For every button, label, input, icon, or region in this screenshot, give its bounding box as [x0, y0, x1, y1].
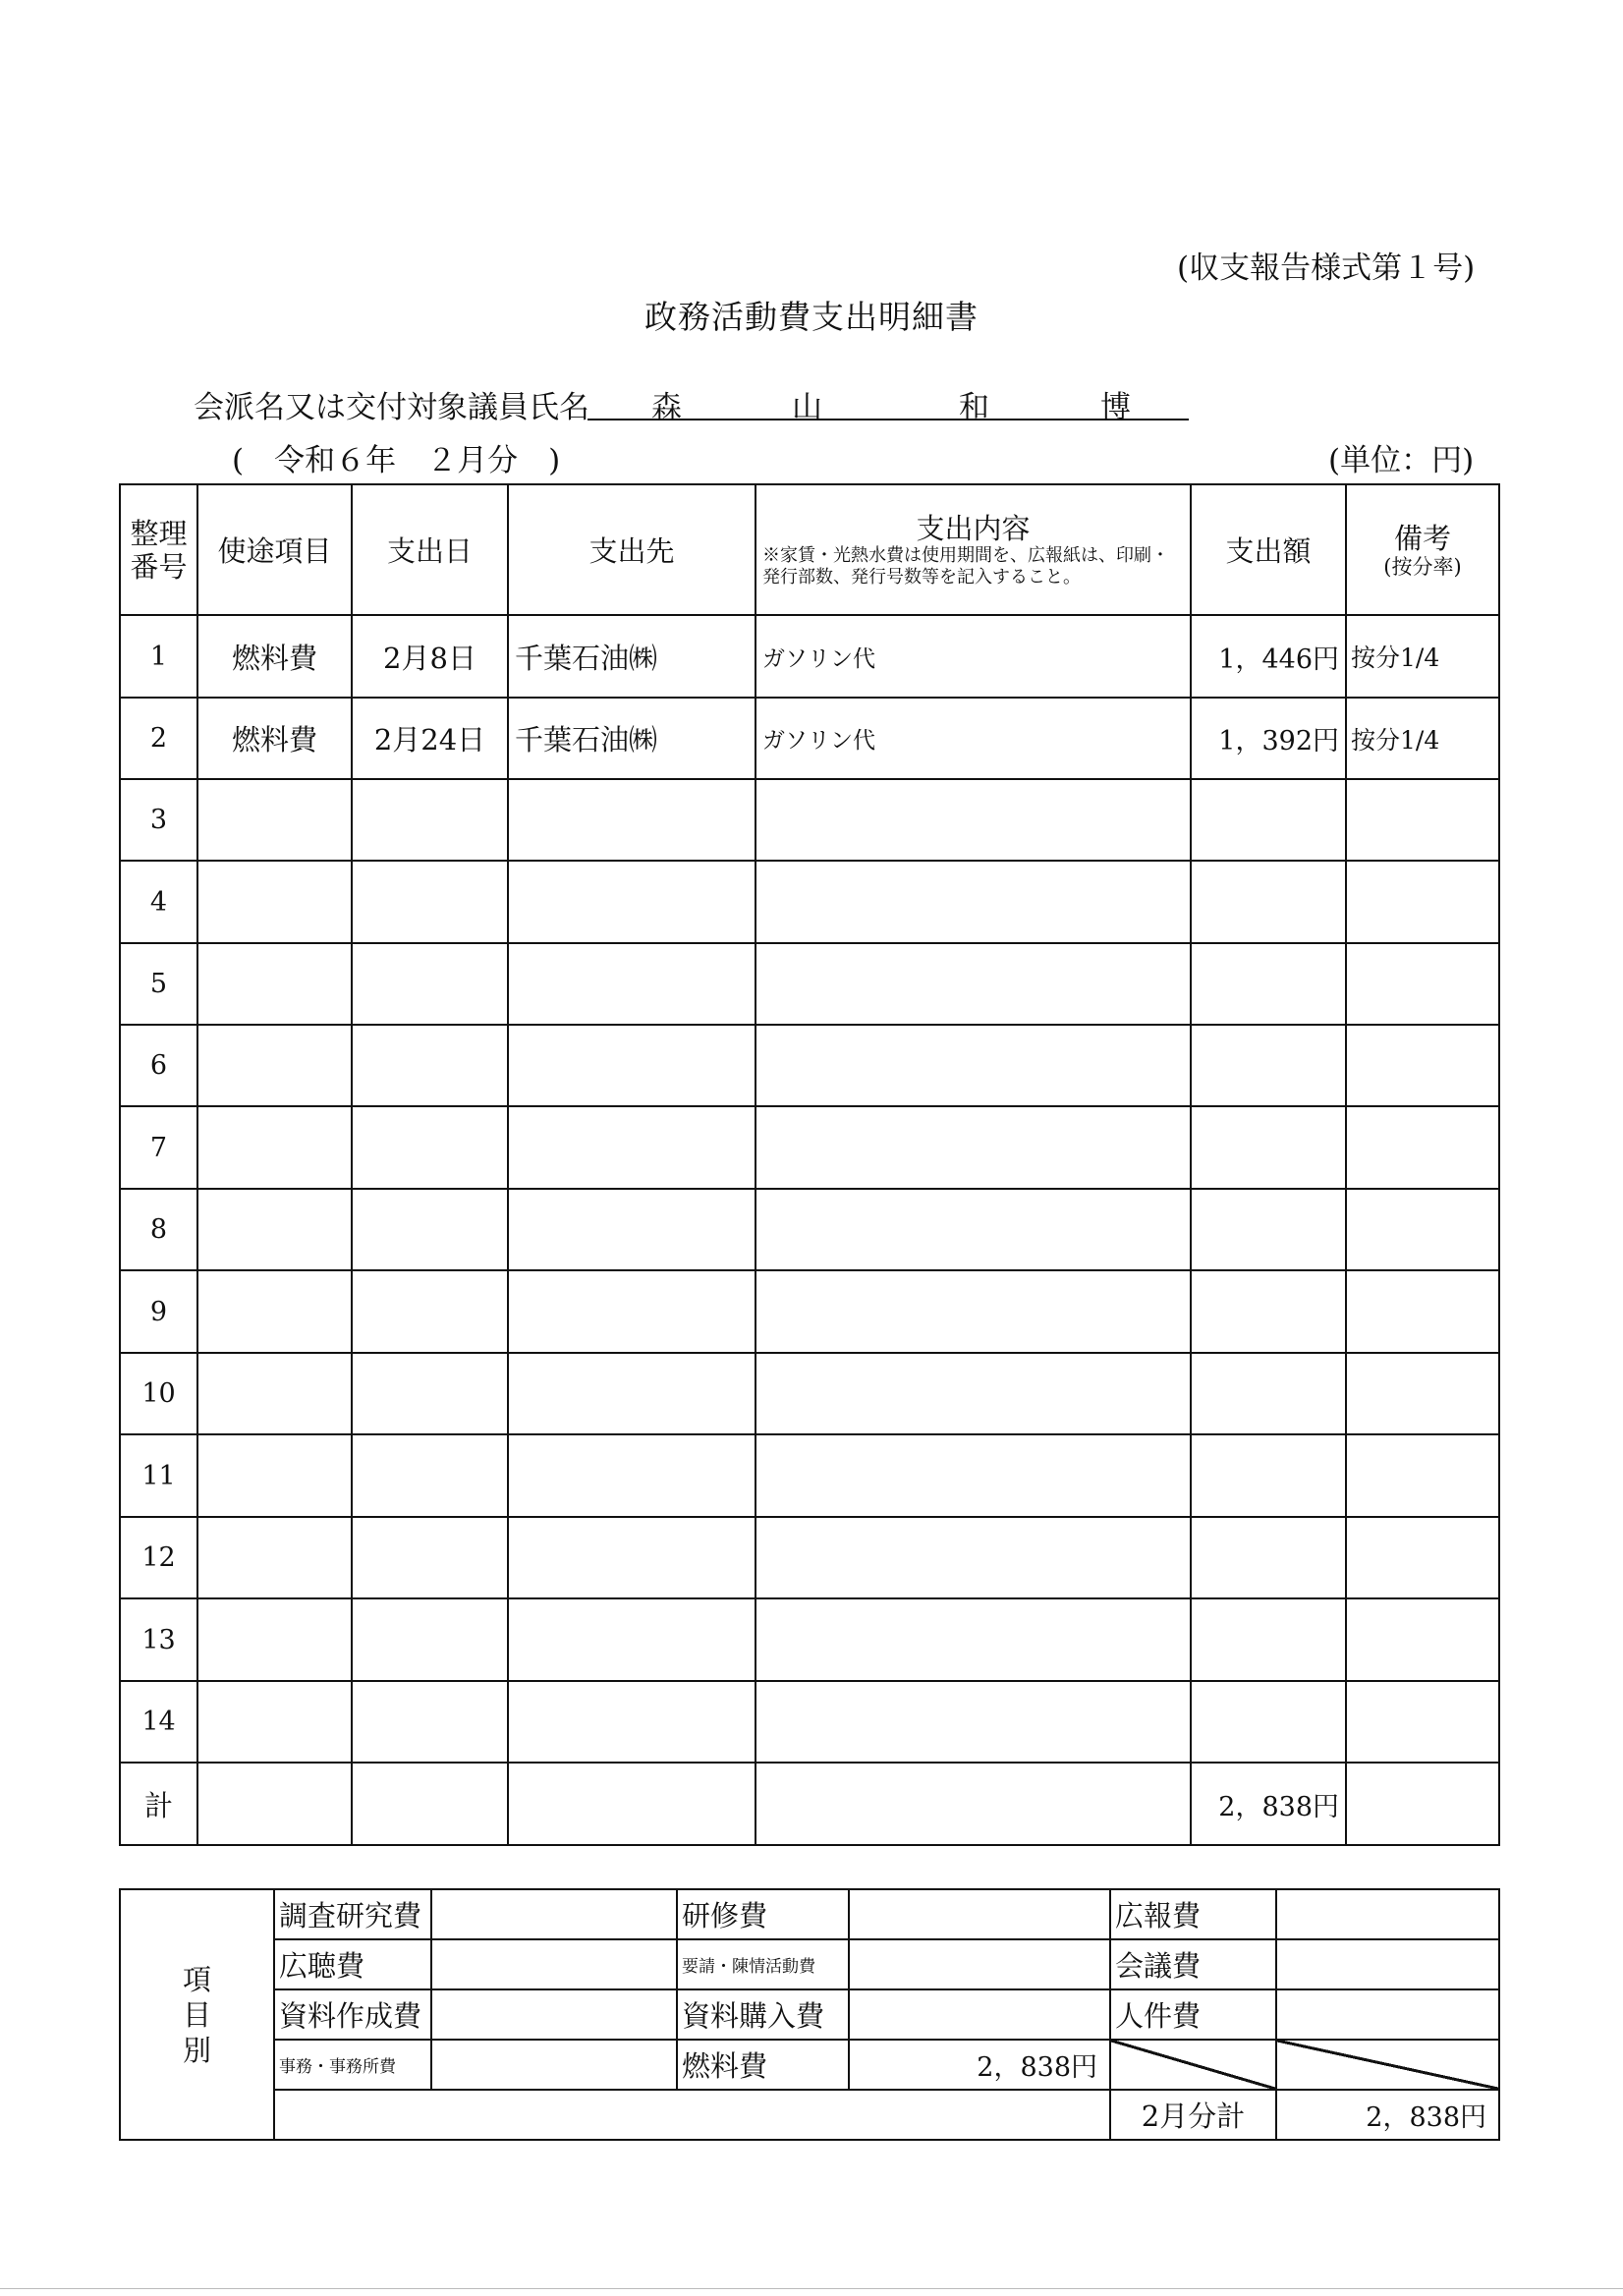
report-period: ( 令和６年 ２月分 ) — [232, 443, 561, 478]
row-remark — [1346, 1270, 1499, 1353]
diagonal-strike-cell — [1276, 2040, 1499, 2090]
table-row — [120, 1681, 1499, 1763]
row-date — [352, 1353, 508, 1434]
table-row — [120, 861, 1499, 943]
row-date — [352, 1681, 508, 1763]
category-office-value — [431, 2040, 677, 2090]
row-content — [756, 1434, 1191, 1517]
row-content — [756, 1598, 1191, 1681]
row-remark: 按分1/4 — [1346, 698, 1499, 779]
row-payee — [508, 1434, 756, 1517]
row-number: 12 — [120, 1517, 197, 1598]
row-number: 13 — [120, 1598, 197, 1681]
category-petition-label: 要請・陳情活動費 — [677, 1939, 849, 1989]
row-date — [352, 1270, 508, 1353]
row-payee — [508, 861, 756, 943]
row-number: 14 — [120, 1681, 197, 1763]
row-content — [756, 1517, 1191, 1598]
row-payee: 千葉石油㈱ — [508, 615, 756, 698]
total-empty — [1346, 1763, 1499, 1845]
row-amount — [1191, 1517, 1346, 1598]
row-date — [352, 943, 508, 1025]
row-remark — [1346, 861, 1499, 943]
category-heading — [120, 1889, 274, 2140]
row-remark — [1346, 1434, 1499, 1517]
unit-label: (単位：円) — [1328, 443, 1475, 478]
row-amount — [1191, 1434, 1346, 1517]
member-name-char: 山 — [792, 390, 822, 425]
row-amount: 1，446円 — [1191, 615, 1346, 698]
row-date — [352, 1434, 508, 1517]
row-payee — [508, 1270, 756, 1353]
row-payee — [508, 943, 756, 1025]
header-number-line1: 整理 — [130, 516, 188, 550]
header-content — [756, 484, 1191, 615]
row-remark — [1346, 1025, 1499, 1106]
category-petition-value — [849, 1939, 1110, 1989]
member-name-char: 森 — [651, 390, 682, 425]
row-payee: 千葉石油㈱ — [508, 698, 756, 779]
row-number: 1 — [120, 615, 197, 698]
table-row — [120, 779, 1499, 861]
row-number: 2 — [120, 698, 197, 779]
row-date — [352, 1106, 508, 1189]
monthly-total-label: 2月分計 — [1110, 2090, 1276, 2140]
row-payee — [508, 1025, 756, 1106]
table-row — [120, 1106, 1499, 1189]
table-row — [120, 615, 1499, 698]
row-purpose — [197, 1517, 352, 1598]
total-label: 計 — [120, 1763, 197, 1845]
category-research-label: 調査研究費 — [274, 1889, 431, 1939]
row-amount — [1191, 861, 1346, 943]
row-number: 7 — [120, 1106, 197, 1189]
category-fuel-value: 2，838円 — [849, 2040, 1110, 2090]
row-number: 5 — [120, 943, 197, 1025]
header-amount: 支出額 — [1191, 484, 1346, 615]
row-payee — [508, 779, 756, 861]
row-payee — [508, 1598, 756, 1681]
table-row — [120, 943, 1499, 1025]
category-meeting-label: 会議費 — [1110, 1939, 1276, 1989]
category-research-value — [431, 1889, 677, 1939]
total-empty — [352, 1763, 508, 1845]
row-payee — [508, 1106, 756, 1189]
category-breakdown-table — [119, 1888, 1500, 2141]
category-personnel-label: 人件費 — [1110, 1989, 1276, 2040]
row-content: ガソリン代 — [756, 698, 1191, 779]
category-training-value — [849, 1889, 1110, 1939]
row-amount — [1191, 1270, 1346, 1353]
form-number: (収支報告様式第１号) — [1177, 251, 1476, 286]
row-purpose — [197, 861, 352, 943]
table-row — [120, 1270, 1499, 1353]
category-office-label: 事務・事務所費 — [274, 2040, 431, 2090]
row-remark — [1346, 1681, 1499, 1763]
category-materials-purchase-label: 資料購入費 — [677, 1989, 849, 2040]
row-content — [756, 1025, 1191, 1106]
row-purpose — [197, 1353, 352, 1434]
table-row — [120, 1025, 1499, 1106]
row-date — [352, 1025, 508, 1106]
row-amount — [1191, 779, 1346, 861]
table-row — [120, 1434, 1499, 1517]
header-date: 支出日 — [352, 484, 508, 615]
header-payee: 支出先 — [508, 484, 756, 615]
header-remarks — [1346, 484, 1499, 615]
row-number: 10 — [120, 1353, 197, 1434]
header-purpose: 使途項目 — [197, 484, 352, 615]
row-purpose — [197, 1681, 352, 1763]
monthly-total-value: 2，838円 — [1276, 2090, 1499, 2140]
header-number — [120, 484, 197, 615]
table-row — [120, 1353, 1499, 1434]
header-number-line2: 番号 — [130, 549, 188, 584]
row-remark — [1346, 943, 1499, 1025]
row-date — [352, 861, 508, 943]
category-materials-creation-label: 資料作成費 — [274, 1989, 431, 2040]
table-row — [120, 1189, 1499, 1270]
row-purpose — [197, 1025, 352, 1106]
row-amount: 1，392円 — [1191, 698, 1346, 779]
category-publicity-label: 広報費 — [1110, 1889, 1276, 1939]
header-remarks-line1: 備考 — [1393, 521, 1451, 555]
category-hearing-label: 広聴費 — [274, 1939, 431, 1989]
row-amount — [1191, 1025, 1346, 1106]
category-heading-text: 項目別 — [182, 1962, 211, 2067]
category-training-label: 研修費 — [677, 1889, 849, 1939]
member-label: 会派名又は交付対象議員氏名 — [194, 390, 589, 425]
row-content — [756, 779, 1191, 861]
row-purpose — [197, 943, 352, 1025]
total-empty — [756, 1763, 1191, 1845]
category-fuel-label: 燃料費 — [677, 2040, 849, 2090]
row-payee — [508, 1681, 756, 1763]
category-materials-creation-value — [431, 1989, 677, 2040]
table-row — [120, 1598, 1499, 1681]
row-purpose — [197, 1434, 352, 1517]
member-name-char: 博 — [1100, 390, 1131, 425]
row-date — [352, 1598, 508, 1681]
row-number: 9 — [120, 1270, 197, 1353]
row-remark — [1346, 1189, 1499, 1270]
row-purpose: 燃料費 — [197, 698, 352, 779]
row-number: 4 — [120, 861, 197, 943]
row-payee — [508, 1517, 756, 1598]
row-amount — [1191, 1189, 1346, 1270]
row-remark — [1346, 1517, 1499, 1598]
row-number: 8 — [120, 1189, 197, 1270]
row-number: 6 — [120, 1025, 197, 1106]
row-number: 11 — [120, 1434, 197, 1517]
row-number: 3 — [120, 779, 197, 861]
row-content — [756, 1106, 1191, 1189]
row-content — [756, 1189, 1191, 1270]
row-purpose — [197, 1270, 352, 1353]
header-content-note: ※家賃・光熱水費は使用期間を、広報紙は、印刷・発行部数、発行号数等を記入すること。 — [762, 544, 1169, 588]
row-purpose — [197, 779, 352, 861]
row-purpose — [197, 1598, 352, 1681]
header-content-title: 支出内容 — [916, 511, 1031, 545]
row-remark — [1346, 1106, 1499, 1189]
row-purpose — [197, 1189, 352, 1270]
row-amount — [1191, 1681, 1346, 1763]
category-hearing-value — [431, 1939, 677, 1989]
row-remark: 按分1/4 — [1346, 615, 1499, 698]
row-payee — [508, 1189, 756, 1270]
category-materials-purchase-value — [849, 1989, 1110, 2040]
total-row — [120, 1763, 1499, 1845]
row-content: ガソリン代 — [756, 615, 1191, 698]
diagonal-strike-cell — [1110, 2040, 1276, 2090]
expense-table — [119, 483, 1500, 1846]
row-purpose: 燃料費 — [197, 615, 352, 698]
row-content — [756, 943, 1191, 1025]
category-publicity-value — [1276, 1889, 1499, 1939]
row-date: 2月8日 — [352, 615, 508, 698]
table-row — [120, 1517, 1499, 1598]
row-amount — [1191, 1106, 1346, 1189]
row-remark — [1346, 1353, 1499, 1434]
member-name-char: 和 — [959, 390, 989, 425]
table-header-row — [120, 484, 1499, 615]
row-payee — [508, 1353, 756, 1434]
row-purpose — [197, 1106, 352, 1189]
row-remark — [1346, 1598, 1499, 1681]
category-personnel-value — [1276, 1989, 1499, 2040]
row-remark — [1346, 779, 1499, 861]
row-content — [756, 1270, 1191, 1353]
category-meeting-value — [1276, 1939, 1499, 1989]
total-empty — [197, 1763, 352, 1845]
row-content — [756, 1353, 1191, 1434]
row-date — [352, 1517, 508, 1598]
row-amount — [1191, 1353, 1346, 1434]
row-date — [352, 1189, 508, 1270]
category-empty-span — [274, 2090, 1110, 2140]
row-date: 2月24日 — [352, 698, 508, 779]
row-content — [756, 1681, 1191, 1763]
row-amount — [1191, 943, 1346, 1025]
row-date — [352, 779, 508, 861]
row-content — [756, 861, 1191, 943]
total-empty — [508, 1763, 756, 1845]
document-title: 政務活動費支出明細書 — [644, 298, 979, 336]
table-row — [120, 698, 1499, 779]
total-amount: 2，838円 — [1191, 1763, 1346, 1845]
scan-edge-line — [0, 2288, 1623, 2289]
row-amount — [1191, 1598, 1346, 1681]
header-remarks-line2: (按分率) — [1383, 554, 1462, 579]
